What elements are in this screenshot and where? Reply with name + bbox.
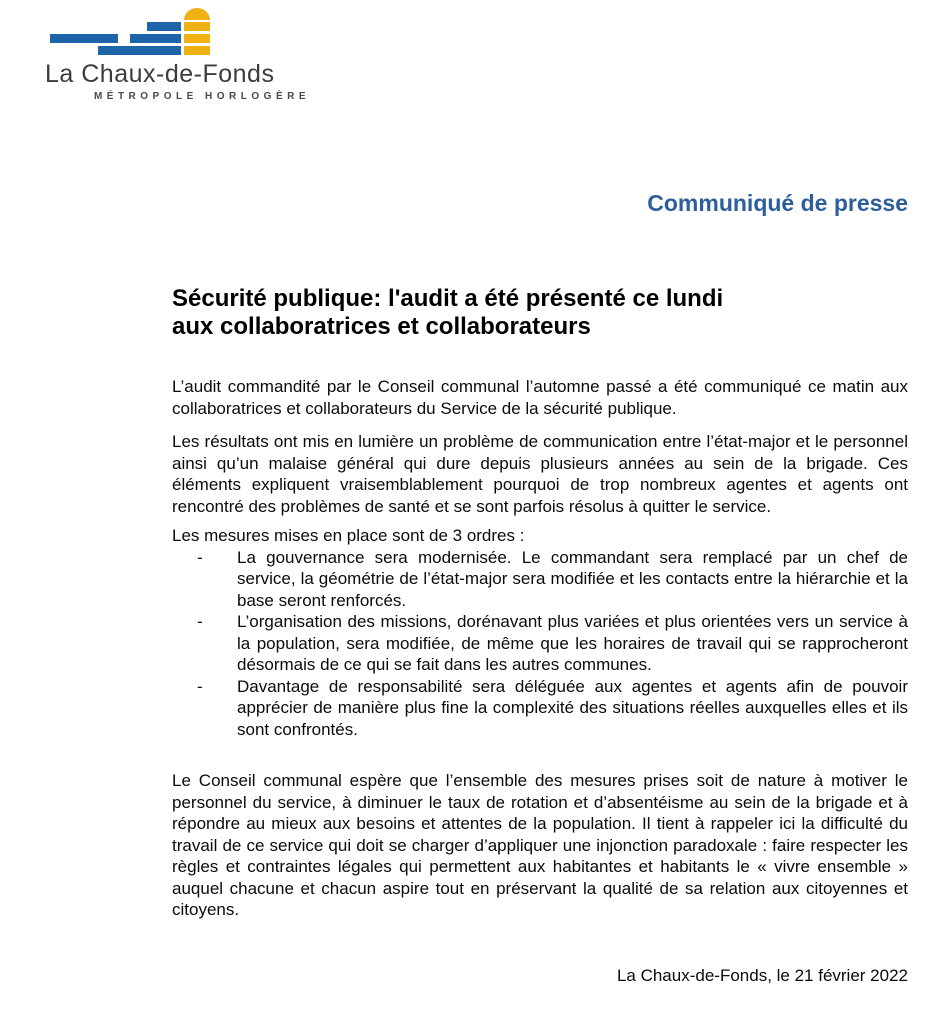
logo-wordmark: La Chaux-de-Fonds <box>45 60 275 88</box>
bullet-dash-icon: - <box>197 547 203 567</box>
paragraph-intro: L’audit commandité par le Conseil communal l’automne passé a été communiqué ce matin aux collaboratrices et collaborateurs du Service de la sécurité publique. <box>172 377 908 418</box>
logo-bar <box>50 34 118 43</box>
document-body <box>172 0 908 986</box>
paragraph-closing: Le Conseil communal espère que l’ensemble des mesures prises soit de nature à motiver le personnel du service, à diminuer le taux de rotation et d’absentéisme au sein de la brigade et à répondre au mieux aux besoins et attentes de la population. Il tient à rappeler ici la difficulté du travail de ce service qui doit se charger d’appliquer une injonction paradoxale : faire respecter les règles et contraintes légales qui permettent aux habitantes et habitants le « vivre ensemble » auquel chacune et chacun aspire tout en préservant la qualité de sa relation aux citoyennes et citoyens. <box>172 771 908 919</box>
doc-type-label: Communiqué de presse <box>647 190 908 216</box>
page-title <box>172 285 908 341</box>
paragraph-results: Les résultats ont mis en lumière un problème de communication entre l’état-major et le personnel ainsi qu’un malaise général qui dure depuis plusieurs années au sein de la brigade. Ces éléments expliquent vraisemblablement pourquoi de trop nombreux agentes et agents ont rencontré des problèmes de santé et se sont parfois résolus à quitter le service. <box>172 432 908 516</box>
page-title-line1: Sécurité publique: l'audit a été présenté ce lundi <box>172 285 724 312</box>
list-item <box>172 547 908 612</box>
page-title-line2: aux collaboratrices et collaborateurs <box>172 313 591 340</box>
list-item <box>172 611 908 676</box>
list-item-text: Davantage de responsabilité sera déléguée aux agentes et agents afin de pouvoir apprécier de manière plus fine la complexité des situations réelles auxquelles elles et ils sont confrontés. <box>237 676 908 739</box>
press-release-text <box>172 376 908 986</box>
measures-intro: Les mesures mises en place sont de 3 ordres : <box>172 526 525 545</box>
logo-bar <box>98 46 181 55</box>
list-item-text: La gouvernance sera modernisée. Le commandant sera remplacé par un chef de service, la géométrie de l’état-major sera modifiée et les contacts entre la hiérarchie et la base seront renforcés. <box>237 547 908 610</box>
logo-tagline: MÉTROPOLE HORLOGÈRE <box>93 91 310 102</box>
measures-list <box>172 547 908 741</box>
bullet-dash-icon: - <box>197 676 203 696</box>
dateline: La Chaux-de-Fonds, le 21 février 2022 <box>616 965 908 985</box>
list-item <box>172 676 908 741</box>
bullet-dash-icon: - <box>197 612 203 631</box>
list-item-text: L’organisation des missions, dorénavant plus variées et plus orientées vers un service à la population, sera modifiée, de même que les horaires de travail qui se rapprocheront désormais de ce qui se fait dans les autres communes. <box>237 612 908 674</box>
